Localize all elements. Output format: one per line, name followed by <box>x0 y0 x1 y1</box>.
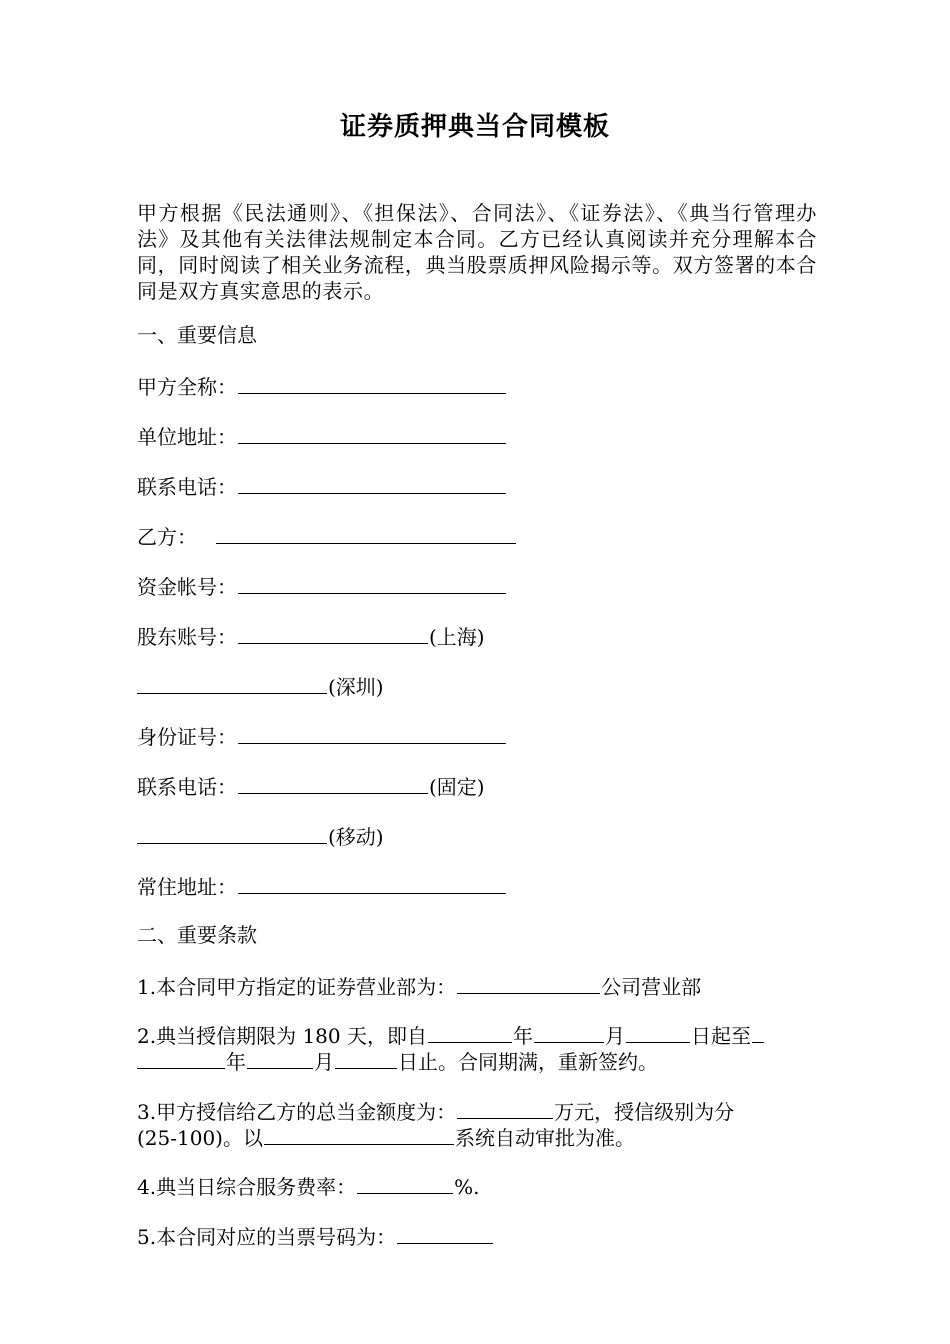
clause-2-line1 <box>137 1022 765 1048</box>
clause-3-range: (25-100)。以 <box>137 1126 263 1150</box>
clause-3-line2 <box>137 1124 635 1150</box>
shenzhen-row <box>137 673 384 699</box>
branch-blank[interactable] <box>457 973 600 994</box>
fee-rate-blank[interactable] <box>357 1173 453 1194</box>
fund-account-row <box>137 573 507 599</box>
fund-account-blank[interactable] <box>238 573 506 594</box>
amount-blank[interactable] <box>457 1098 553 1119</box>
end-day-blank[interactable] <box>335 1048 397 1069</box>
start-day-blank[interactable] <box>626 1022 690 1043</box>
clause-5 <box>137 1223 494 1249</box>
phone-b-label: 联系电话： <box>137 775 237 799</box>
phone-blank[interactable] <box>238 473 506 494</box>
fixed-label: (固定) <box>429 775 485 799</box>
clause-3-text: 3.甲方授信给乙方的总当金额度为： <box>137 1100 457 1124</box>
address-row <box>137 423 507 449</box>
address-label: 单位地址： <box>137 425 237 449</box>
end-year-blank-start[interactable] <box>752 1022 764 1043</box>
fixed-phone-blank[interactable] <box>238 773 428 794</box>
clause-4 <box>137 1173 479 1199</box>
end-month-blank[interactable] <box>247 1048 313 1069</box>
shanghai-label: (上海) <box>429 625 485 649</box>
clause-4-percent: %. <box>454 1175 480 1199</box>
end-month-label: 月 <box>314 1050 334 1074</box>
start-year-label: 年 <box>512 1024 533 1048</box>
residence-row <box>137 873 507 899</box>
mobile-row <box>137 823 384 849</box>
start-year-blank[interactable] <box>428 1022 512 1043</box>
clause-1-text: 1.本合同甲方指定的证券营业部为： <box>137 975 457 999</box>
residence-blank[interactable] <box>238 873 506 894</box>
system-blank[interactable] <box>264 1124 454 1145</box>
start-month-blank[interactable] <box>534 1022 604 1043</box>
phone-label: 联系电话： <box>137 475 237 499</box>
clause-1 <box>137 973 701 999</box>
phone-b-row <box>137 773 485 799</box>
clause-3-line1 <box>137 1098 734 1124</box>
party-b-blank[interactable] <box>216 523 516 544</box>
party-b-label: 乙方： <box>137 525 197 549</box>
start-day-label: 日起至 <box>690 1024 751 1048</box>
party-a-name-label: 甲方全称： <box>137 375 237 399</box>
fund-account-label: 资金帐号： <box>137 575 237 599</box>
end-year-blank[interactable] <box>137 1048 225 1069</box>
shareholder-account-label: 股东账号： <box>137 625 237 649</box>
address-blank[interactable] <box>238 423 506 444</box>
clause-1-suffix: 公司营业部 <box>601 975 702 999</box>
shenzhen-label: (深圳) <box>328 675 384 699</box>
section1-heading: 一、重要信息 <box>137 323 257 347</box>
shenzhen-account-blank[interactable] <box>137 673 327 694</box>
phone-row <box>137 473 507 499</box>
party-b-row <box>137 523 517 549</box>
id-number-row <box>137 723 507 749</box>
clause-2-line2 <box>137 1048 658 1074</box>
id-number-label: 身份证号： <box>137 725 237 749</box>
mobile-label: (移动) <box>328 825 384 849</box>
intro-paragraph: 甲方根据《民法通则》、《担保法》、合同法》、《证券法》、《典当行管理办法》及其他有关法律法规制定本合同。乙方已经认真阅读并充分理解本合同，同时阅读了相关业务流程，典当股票质押风险揭示等。双方签署的本合同是双方真实意思的表示。 <box>137 201 817 303</box>
ticket-number-blank[interactable] <box>397 1223 493 1244</box>
shanghai-account-blank[interactable] <box>238 623 428 644</box>
shareholder-account-row <box>137 623 485 649</box>
id-number-blank[interactable] <box>238 723 506 744</box>
document-title: 证券质押典当合同模板 <box>339 112 610 142</box>
clause-3-unit: 万元，授信级别为分 <box>554 1100 735 1124</box>
residence-label: 常住地址： <box>137 875 237 899</box>
clause-2-text: 2.典当授信期限为 180 天，即自 <box>137 1024 427 1048</box>
start-month-label: 月 <box>604 1024 625 1048</box>
clause-5-text: 5.本合同对应的当票号码为： <box>137 1225 397 1249</box>
clause-3-end: 系统自动审批为准。 <box>455 1126 635 1150</box>
end-year-label: 年 <box>226 1050 246 1074</box>
clause-4-text: 4.典当日综合服务费率： <box>137 1175 357 1199</box>
mobile-phone-blank[interactable] <box>137 823 327 844</box>
clause-2-end: 日止。合同期满，重新签约。 <box>398 1050 658 1074</box>
party-a-name-row <box>137 373 507 399</box>
party-a-name-blank[interactable] <box>238 373 506 394</box>
section2-heading: 二、重要条款 <box>137 923 257 947</box>
